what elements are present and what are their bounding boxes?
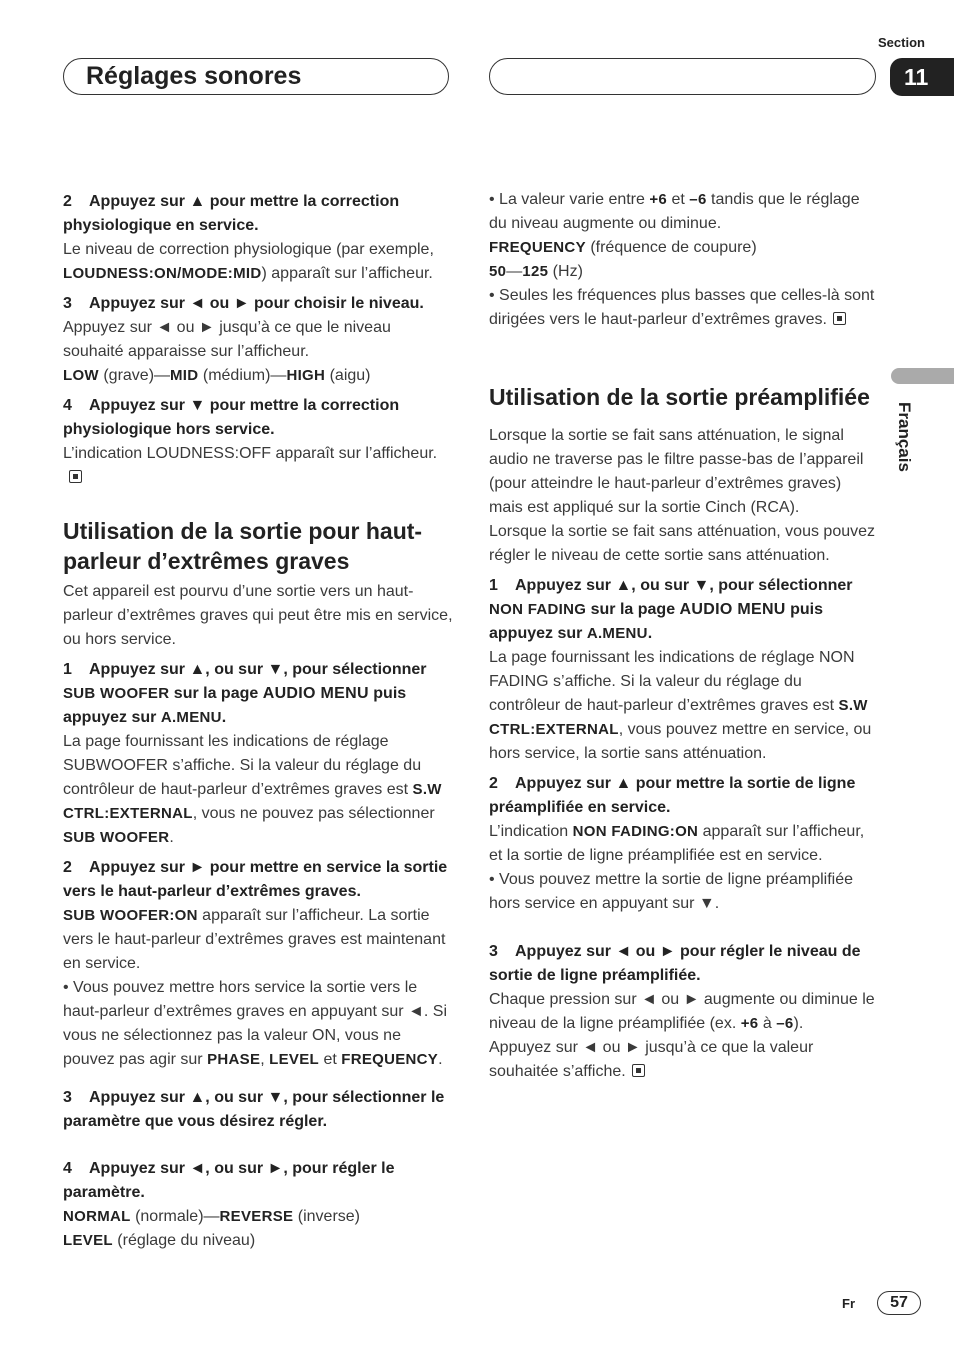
text: (grave)— (98, 367, 171, 384)
step-title: Appuyez sur ◄ ou ► pour régler le niveau de sortie de ligne préamplifiée. (489, 943, 861, 984)
text: sur la page (586, 601, 680, 618)
side-language-text: Français (895, 402, 914, 472)
display-code: LEVEL (63, 1232, 113, 1249)
phase-options (63, 1205, 453, 1229)
step-2-subwoofer-on (63, 856, 453, 904)
display-code: LEVEL (269, 1051, 319, 1068)
end-mark-icon (833, 312, 846, 325)
display-code: A.MENU (160, 709, 222, 726)
display-code: PHASE (207, 1051, 261, 1068)
section-number-badge: 11 (890, 58, 954, 96)
frequency-range (489, 260, 877, 284)
bullet-note (63, 976, 453, 1072)
display-code: AUDIO MENU (262, 685, 369, 702)
display-code: AUDIO MENU (679, 601, 786, 618)
page-number: 57 (877, 1291, 921, 1315)
text: Appuyez sur ▲, ou sur ▼, pour sélectionner (515, 577, 853, 594)
text: (aigu) (325, 367, 371, 384)
text: , vous pouvez mettre en service, ou hors service, la sortie sans atténuation. (489, 721, 872, 762)
step-number: 4 (63, 1160, 72, 1177)
text: tandis que le réglage du niveau augmente ou diminue. (489, 191, 860, 232)
text: (fréquence de coupure) (585, 239, 757, 256)
text: L’indication LOUDNESS:OFF apparaît sur l’afficheur. (63, 445, 438, 462)
display-code: 125 (522, 263, 549, 280)
end-mark-icon (632, 1064, 645, 1077)
step-3-select-parameter (63, 1086, 453, 1134)
step-title: Appuyez sur ◄, ou sur ►, pour régler le paramètre. (63, 1160, 395, 1201)
display-code: –6 (689, 191, 707, 208)
text: (médium)— (198, 367, 287, 384)
paragraph (63, 442, 453, 490)
bullet-note (489, 284, 877, 332)
text: La page fournissant les indications de réglage SUBWOOFER s’affiche. Si la valeur du réglage du contrôleur de haut-parleur d’extrêmes graves est (63, 733, 422, 798)
text: • Seules les fréquences plus basses que celles-là sont dirigées vers le haut-parleur d’extrêmes graves. (489, 287, 875, 328)
text: (réglage du niveau) (112, 1232, 256, 1249)
step-number: 3 (63, 1089, 72, 1106)
bullet-note (489, 188, 877, 236)
step-4-loudness-off (63, 394, 453, 442)
footer-language: Fr (842, 1296, 855, 1311)
text: . (221, 709, 227, 726)
display-code: 50 (489, 263, 507, 280)
text: (Hz) (548, 263, 583, 280)
text: et (319, 1051, 342, 1068)
side-language-label (894, 402, 934, 492)
step-title: Appuyez sur ▼ pour mettre la correction physiologique hors service. (63, 397, 400, 438)
step-title: Appuyez sur ◄ ou ► pour choisir le niveau. (89, 295, 424, 312)
page-title: Réglages sonores (86, 62, 302, 90)
display-code: FREQUENCY (341, 1051, 439, 1068)
text: à (758, 1015, 777, 1032)
step-number: 1 (63, 661, 72, 678)
text: ). (793, 1015, 804, 1032)
paragraph: Lorsque la sortie se fait sans atténuation, vous pouvez régler le niveau de cette sortie sans atténuation. (489, 523, 876, 564)
header-empty-banner (489, 58, 876, 95)
paragraph (489, 1036, 877, 1084)
display-code: SUB WOOFER:ON (63, 907, 198, 924)
text: et (667, 191, 690, 208)
text: (inverse) (293, 1208, 361, 1225)
step-title: Appuyez sur ► pour mettre en service la sortie vers le haut-parleur d’extrêmes graves. (63, 859, 448, 900)
display-code: HIGH (286, 367, 326, 384)
text: Appuyez sur ▲, ou sur ▼, pour sélectionner (89, 661, 427, 678)
paragraph (489, 646, 877, 766)
paragraph: Appuyez sur ◄ ou ► jusqu’à ce que le niveau souhaité apparaisse sur l’afficheur. (63, 319, 391, 360)
step-1-select-non-fading (489, 574, 877, 646)
display-code: +6 (649, 191, 668, 208)
text: , vous ne pouvez pas sélectionner (192, 805, 435, 822)
paragraph (63, 238, 453, 286)
display-code: SUB WOOFER (63, 829, 170, 846)
display-code: REVERSE (219, 1208, 294, 1225)
display-code: S.W CTRL:EXTERNAL (489, 697, 868, 738)
step-2-loudness-on (63, 190, 453, 238)
text: , (260, 1051, 270, 1068)
step-3-adjust-preamp-level (489, 940, 877, 988)
display-code: NON FADING (489, 601, 587, 618)
display-code: LOW (63, 367, 99, 384)
step-number: 3 (63, 295, 72, 312)
display-code: NON FADING:ON (572, 823, 699, 840)
text: sur la page (169, 685, 263, 702)
text: ) apparaît sur l’afficheur. (261, 265, 433, 282)
display-code: +6 (740, 1015, 759, 1032)
step-number: 2 (489, 775, 498, 792)
step-number: 2 (63, 859, 72, 876)
text: . (169, 829, 174, 846)
level-options (63, 364, 453, 388)
text: (normale)— (130, 1208, 220, 1225)
section-heading-subwoofer: Utilisation de la sortie pour haut-parleur d’extrêmes graves (63, 518, 423, 574)
display-code: SUB WOOFER (63, 685, 170, 702)
display-code: –6 (776, 1015, 794, 1032)
text: • Vous pouvez mettre hors service la sortie vers le haut-parleur d’extrêmes graves en appuyant sur ◄. Si vous ne sélectionnez pas la valeur ON, vous ne pouvez pas agir sur (63, 979, 448, 1068)
step-3-level (63, 292, 453, 316)
text: • La valeur varie entre (489, 191, 650, 208)
display-code: LOUDNESS:ON/MODE:MID (63, 265, 262, 282)
text: Appuyez sur ◄ ou ► jusqu’à ce que la valeur souhaitée s’affiche. (489, 1039, 814, 1080)
paragraph (63, 730, 453, 850)
step-number: 4 (63, 397, 72, 414)
section-label: Section (878, 35, 925, 50)
section-heading-preamp: Utilisation de la sortie préamplifiée (489, 384, 870, 410)
paragraph: Lorsque la sortie se fait sans atténuation, le signal audio ne traverse pas le filtre passe-bas de l’appareil (pour atteindre le haut-parleur d’extrêmes graves) mais est appliqué sur la sortie Cinch (RCA). (489, 427, 864, 516)
bullet-note: • Vous pouvez mettre la sortie de ligne préamplifiée hors service en appuyant sur ▼. (489, 871, 854, 912)
display-code: FREQUENCY (489, 239, 586, 256)
end-mark-icon (69, 470, 82, 483)
language-tab-marker (891, 368, 954, 384)
paragraph (489, 988, 877, 1036)
level-option (63, 1229, 453, 1253)
text: apparaît sur l’afficheur. La sortie vers le haut-parleur d’extrêmes graves est maintenant en service. (63, 907, 446, 972)
frequency-label (489, 236, 877, 260)
text: Le niveau de correction physiologique (par exemple, (63, 241, 434, 258)
step-title: Appuyez sur ▲ pour mettre la sortie de ligne préamplifiée en service. (489, 775, 856, 816)
paragraph: Cet appareil est pourvu d’une sortie vers un haut-parleur d’extrêmes graves qui peut être mis en service, ou hors service. (63, 583, 453, 648)
left-column (63, 190, 453, 1253)
text: puis appuyez sur (63, 685, 407, 726)
step-number: 3 (489, 943, 498, 960)
display-code: NORMAL (63, 1208, 131, 1225)
step-number: 2 (63, 193, 72, 210)
text: . (438, 1051, 443, 1068)
text: puis appuyez sur (489, 601, 823, 642)
text: . (647, 625, 653, 642)
display-code: S.W CTRL:EXTERNAL (63, 781, 442, 822)
text: — (506, 263, 523, 280)
text: La page fournissant les indications de réglage NON FADING s’affiche. Si la valeur du réglage du contrôleur de haut-parleur d’extrêmes graves est (489, 649, 855, 714)
display-code: A.MENU (586, 625, 648, 642)
text: Chaque pression sur ◄ ou ► augmente ou diminue le niveau de la ligne préamplifiée (ex. (489, 991, 875, 1032)
text: apparaît sur l’afficheur, et la sortie de ligne préamplifiée est en service. (489, 823, 865, 864)
step-2-non-fading-on (489, 772, 877, 820)
right-column (489, 188, 877, 1084)
step-1-select-subwoofer (63, 658, 453, 730)
title-banner (63, 58, 449, 95)
step-title: Appuyez sur ▲, ou sur ▼, pour sélectionner le paramètre que vous désirez régler. (63, 1089, 445, 1130)
step-number: 1 (489, 577, 498, 594)
paragraph (63, 904, 453, 976)
text: L’indication (489, 823, 573, 840)
step-4-adjust-parameter (63, 1157, 453, 1205)
display-code: MID (170, 367, 199, 384)
paragraph (489, 820, 877, 868)
step-title: Appuyez sur ▲ pour mettre la correction physiologique en service. (63, 193, 400, 234)
